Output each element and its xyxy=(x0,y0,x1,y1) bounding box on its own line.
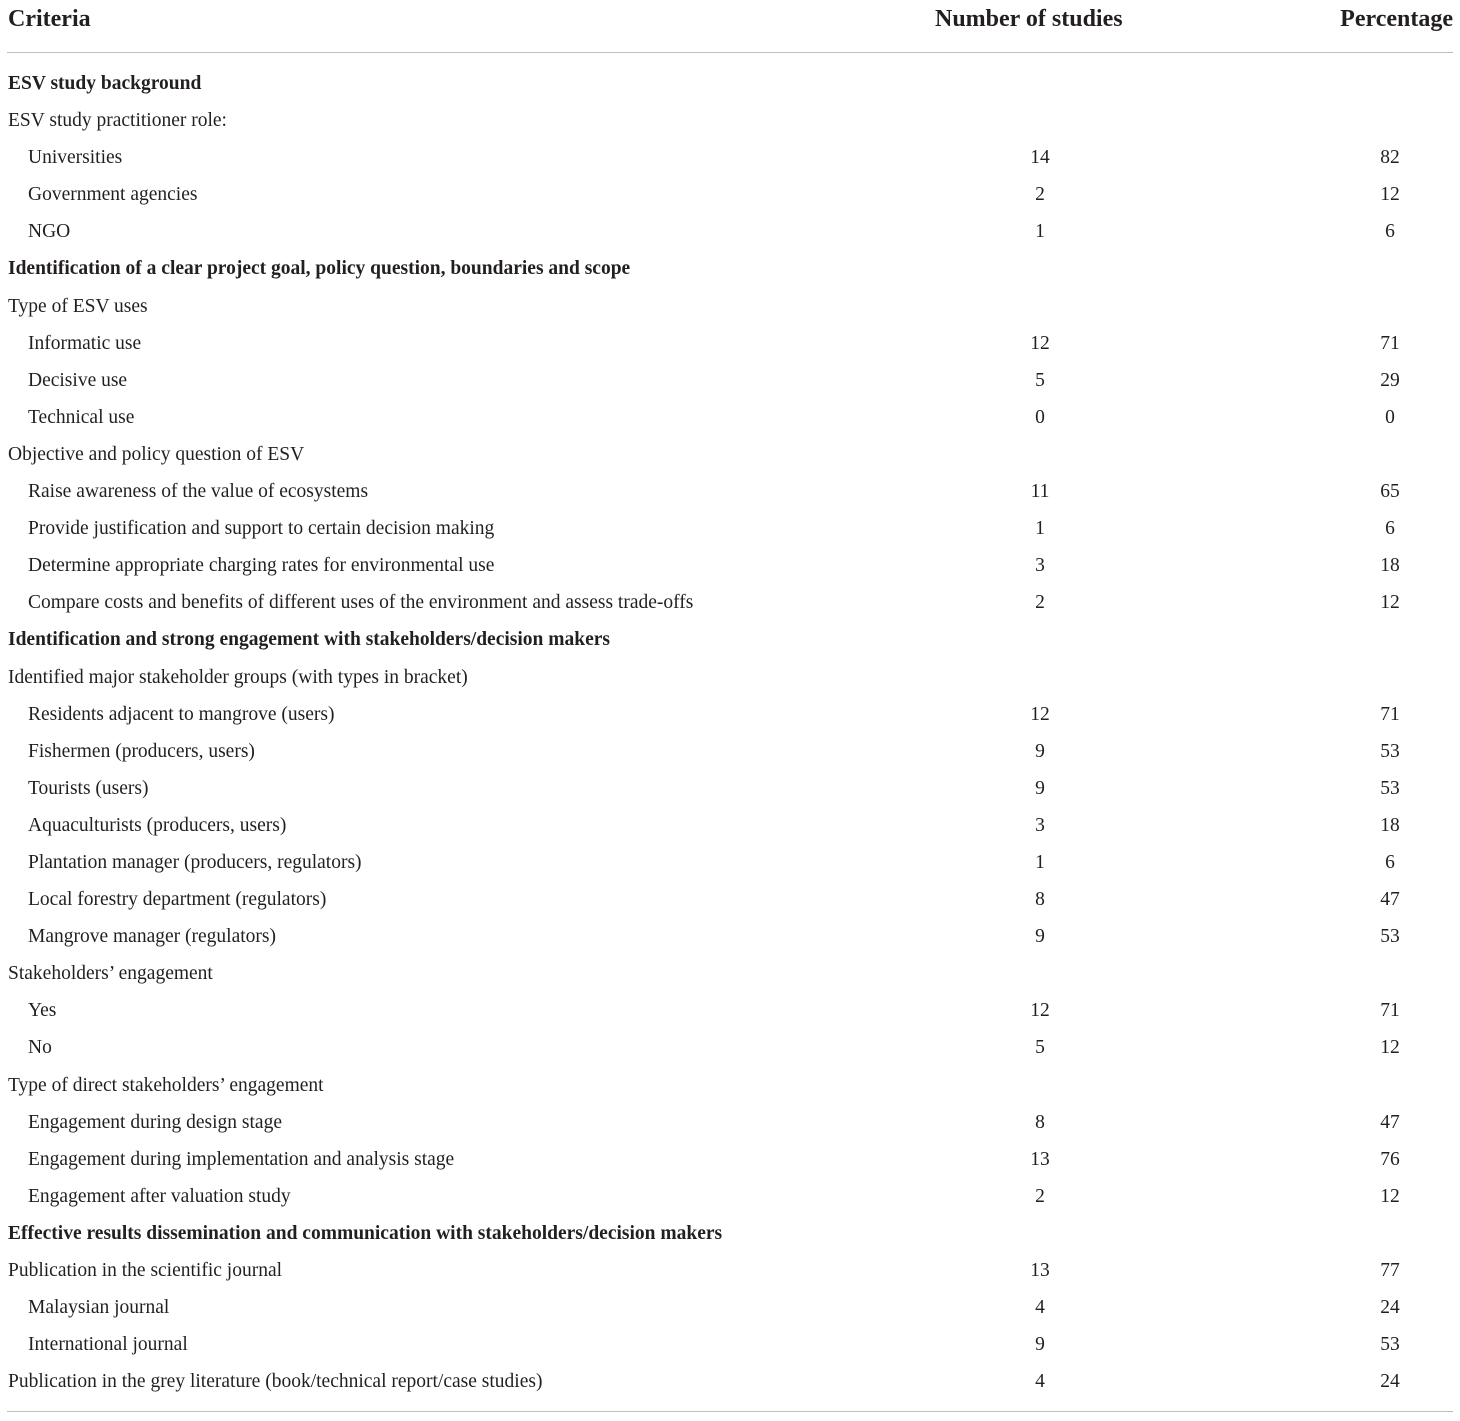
criteria-cell: Provide justification and support to certain decision making xyxy=(28,518,495,540)
criteria-cell: ESV study practitioner role: xyxy=(8,110,227,132)
number-of-studies-cell: 14 xyxy=(1030,147,1050,169)
criteria-cell: Objective and policy question of ESV xyxy=(8,443,305,465)
percentage-cell: 47 xyxy=(1380,1111,1400,1133)
percentage-cell: 77 xyxy=(1380,1260,1400,1281)
criteria-cell: Mangrove manager (regulators) xyxy=(28,926,276,948)
subheading-row xyxy=(7,1363,1453,1400)
table-row xyxy=(7,399,1453,436)
criteria-cell: Type of direct stakeholders’ engagement xyxy=(8,1074,324,1096)
criteria-cell: Raise awareness of the value of ecosystems xyxy=(28,481,369,503)
table-row xyxy=(7,1141,1453,1178)
section-heading-row xyxy=(7,1215,1453,1252)
number-of-studies-cell: 8 xyxy=(1035,1111,1045,1133)
percentage-cell: 12 xyxy=(1380,1037,1400,1059)
subheading-row xyxy=(7,1252,1453,1289)
percentage-cell: 53 xyxy=(1380,926,1400,948)
criteria-cell: Residents adjacent to mangrove (users) xyxy=(28,703,335,725)
criteria-cell: Plantation manager (producers, regulators) xyxy=(28,851,362,873)
criteria-cell: Publication in the scientific journal xyxy=(8,1260,283,1281)
subheading-row xyxy=(7,436,1453,473)
subheading-row xyxy=(7,955,1453,992)
criteria-cell: Type of ESV uses xyxy=(8,295,148,317)
table-row xyxy=(7,510,1453,547)
percentage-cell: 65 xyxy=(1380,481,1400,503)
percentage-cell: 0 xyxy=(1385,406,1395,428)
percentage-cell: 71 xyxy=(1380,332,1400,354)
percentage-cell: 24 xyxy=(1380,1297,1400,1319)
table-bottom-rule xyxy=(7,1411,1453,1412)
number-of-studies-cell: 9 xyxy=(1035,1334,1045,1356)
header-criteria: Criteria xyxy=(8,6,91,32)
table-row xyxy=(7,1178,1453,1215)
percentage-cell: 12 xyxy=(1380,1185,1400,1207)
section-heading-row xyxy=(7,250,1453,287)
criteria-cell: Identification and strong engagement with stakeholders/decision makers xyxy=(8,629,610,651)
number-of-studies-cell: 1 xyxy=(1035,221,1045,243)
criteria-cell: Effective results dissemination and communication with stakeholders/decision makers xyxy=(8,1222,723,1244)
number-of-studies-cell: 2 xyxy=(1035,1185,1045,1207)
table-row xyxy=(7,473,1453,510)
percentage-cell: 47 xyxy=(1380,889,1400,911)
number-of-studies-cell: 5 xyxy=(1035,1037,1045,1059)
subheading-row xyxy=(7,659,1453,696)
percentage-cell: 24 xyxy=(1380,1371,1400,1393)
criteria-cell: Aquaculturists (producers, users) xyxy=(28,814,287,836)
criteria-cell: Engagement during design stage xyxy=(28,1111,282,1133)
header-number-of-studies: Number of studies xyxy=(935,6,1123,32)
percentage-cell: 71 xyxy=(1380,1000,1400,1022)
table-row xyxy=(7,733,1453,770)
number-of-studies-cell: 1 xyxy=(1035,518,1045,540)
subheading-row xyxy=(7,1067,1453,1104)
criteria-cell: Compare costs and benefits of different uses of the environment and assess trade-offs xyxy=(28,592,694,614)
criteria-cell: Fishermen (producers, users) xyxy=(28,740,255,762)
criteria-cell: Universities xyxy=(28,147,123,169)
number-of-studies-cell: 12 xyxy=(1030,332,1050,354)
criteria-cell: No xyxy=(28,1037,52,1059)
number-of-studies-cell: 9 xyxy=(1035,740,1045,762)
percentage-cell: 12 xyxy=(1380,184,1400,206)
number-of-studies-cell: 9 xyxy=(1035,777,1045,799)
criteria-cell: Stakeholders’ engagement xyxy=(8,963,213,985)
number-of-studies-cell: 2 xyxy=(1035,592,1045,614)
table-row xyxy=(7,770,1453,807)
number-of-studies-cell: 5 xyxy=(1035,369,1045,391)
number-of-studies-cell: 0 xyxy=(1035,406,1045,428)
table-header xyxy=(7,0,1453,53)
table-row xyxy=(7,1104,1453,1141)
number-of-studies-cell: 11 xyxy=(1030,481,1050,503)
number-of-studies-cell: 13 xyxy=(1030,1260,1050,1281)
table-row xyxy=(7,176,1453,213)
criteria-cell: ESV study background xyxy=(8,73,202,94)
number-of-studies-cell: 2 xyxy=(1035,184,1045,206)
number-of-studies-cell: 1 xyxy=(1035,851,1045,873)
number-of-studies-cell: 3 xyxy=(1035,555,1045,577)
table-row xyxy=(7,807,1453,844)
percentage-cell: 18 xyxy=(1380,814,1400,836)
criteria-cell: Identification of a clear project goal, policy question, boundaries and scope xyxy=(8,258,631,280)
subheading-row xyxy=(7,102,1453,139)
number-of-studies-cell: 12 xyxy=(1030,1000,1050,1022)
table-row xyxy=(7,213,1453,250)
table-row xyxy=(7,139,1453,176)
percentage-cell: 6 xyxy=(1385,221,1395,243)
percentage-cell: 53 xyxy=(1380,777,1400,799)
number-of-studies-cell: 12 xyxy=(1030,703,1050,725)
subheading-row xyxy=(7,288,1453,325)
criteria-cell: NGO xyxy=(28,221,71,243)
criteria-cell: Local forestry department (regulators) xyxy=(28,889,327,911)
number-of-studies-cell: 9 xyxy=(1035,926,1045,948)
table-row xyxy=(7,1029,1453,1066)
percentage-cell: 29 xyxy=(1380,369,1400,391)
table-row xyxy=(7,1326,1453,1363)
header-percentage: Percentage xyxy=(1340,6,1453,32)
percentage-cell: 6 xyxy=(1385,851,1395,873)
percentage-cell: 53 xyxy=(1380,740,1400,762)
criteria-cell: Technical use xyxy=(28,406,135,428)
table-body xyxy=(7,65,1453,1400)
criteria-cell: Determine appropriate charging rates for environmental use xyxy=(28,555,495,577)
criteria-cell: Engagement during implementation and analysis stage xyxy=(28,1148,455,1170)
percentage-cell: 12 xyxy=(1380,592,1400,614)
criteria-cell: Yes xyxy=(28,1000,57,1022)
section-heading-row xyxy=(7,621,1453,658)
table-row xyxy=(7,362,1453,399)
number-of-studies-cell: 13 xyxy=(1030,1148,1050,1170)
criteria-cell: Decisive use xyxy=(28,369,128,391)
criteria-cell: Tourists (users) xyxy=(28,777,149,799)
number-of-studies-cell: 3 xyxy=(1035,814,1045,836)
criteria-cell: Malaysian journal xyxy=(28,1297,170,1319)
percentage-cell: 18 xyxy=(1380,555,1400,577)
number-of-studies-cell: 8 xyxy=(1035,889,1045,911)
criteria-cell: Informatic use xyxy=(28,332,142,354)
table-row xyxy=(7,992,1453,1029)
percentage-cell: 53 xyxy=(1380,1334,1400,1356)
percentage-cell: 82 xyxy=(1380,147,1400,169)
criteria-cell: Government agencies xyxy=(28,184,198,206)
criteria-cell: Identified major stakeholder groups (with types in bracket) xyxy=(8,666,468,688)
table-row xyxy=(7,584,1453,621)
table-row xyxy=(7,696,1453,733)
criteria-table xyxy=(7,0,1453,53)
percentage-cell: 71 xyxy=(1380,703,1400,725)
percentage-cell: 76 xyxy=(1380,1148,1400,1170)
percentage-cell: 6 xyxy=(1385,518,1395,540)
table-row xyxy=(7,325,1453,362)
number-of-studies-cell: 4 xyxy=(1035,1371,1045,1393)
table-row xyxy=(7,844,1453,881)
table-row xyxy=(7,881,1453,918)
number-of-studies-cell: 4 xyxy=(1035,1297,1045,1319)
criteria-cell: Engagement after valuation study xyxy=(28,1185,291,1207)
table-row xyxy=(7,1289,1453,1326)
section-heading-row xyxy=(7,65,1453,102)
table-row xyxy=(7,547,1453,584)
criteria-cell: Publication in the grey literature (book/technical report/case studies) xyxy=(8,1371,543,1393)
criteria-cell: International journal xyxy=(28,1334,188,1356)
table-row xyxy=(7,918,1453,955)
